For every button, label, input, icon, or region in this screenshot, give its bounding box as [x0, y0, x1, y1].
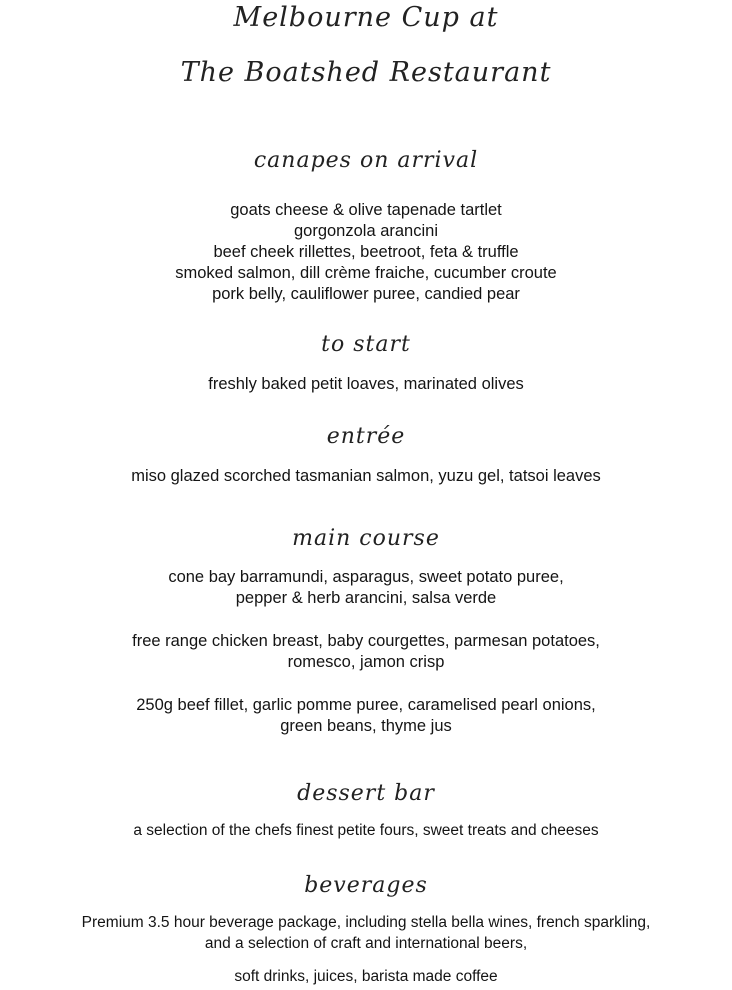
dessert-bar-item: a selection of the chefs finest petite fours, sweet treats and cheeses [133, 822, 599, 839]
menu-title-line-1: Melbourne Cup at [233, 2, 499, 33]
entree-item: miso glazed scorched tasmanian salmon, yuzu gel, tatsoi leaves [131, 467, 601, 485]
main-dish [0, 567, 732, 609]
entree-heading: entrée [326, 424, 406, 449]
canapes-list [0, 200, 732, 305]
to-start-item: freshly baked petit loaves, marinated olives [208, 375, 524, 393]
main-course-heading: main course [292, 526, 440, 551]
canape-item: goats cheese & olive tapenade tartlet [230, 201, 502, 219]
canape-item: gorgonzola arancini [293, 222, 438, 240]
dessert-bar-heading: dessert bar [297, 781, 435, 806]
canapes-heading: canapes on arrival [253, 148, 479, 173]
main-dish-line: pepper & herb arancini, salsa verde [235, 589, 497, 607]
canape-item: beef cheek rillettes, beetroot, feta & truffle [213, 243, 519, 261]
main-dish [0, 695, 732, 737]
beverages-extras: soft drinks, juices, barista made coffee [234, 968, 498, 985]
to-start-heading: to start [321, 332, 411, 357]
main-dish-line: green beans, thyme jus [280, 717, 452, 735]
menu-title-line-2: The Boatshed Restaurant [180, 57, 552, 88]
canape-item: smoked salmon, dill crème fraiche, cucumber croute [175, 264, 557, 282]
main-dish-line: romesco, jamon crisp [287, 653, 445, 671]
beverages-line: Premium 3.5 hour beverage package, including stella bella wines, french sparkling, [81, 914, 651, 931]
main-dish-line: free range chicken breast, baby courgettes, parmesan potatoes, [132, 632, 600, 650]
main-dish-line: 250g beef fillet, garlic pomme puree, caramelised pearl onions, [136, 696, 596, 714]
beverages-heading: beverages [304, 873, 428, 898]
canape-item: pork belly, cauliflower puree, candied pear [212, 285, 520, 303]
main-dish [0, 631, 732, 673]
beverages-package [0, 912, 732, 954]
main-dish-line: cone bay barramundi, asparagus, sweet potato puree, [168, 568, 564, 586]
beverages-line: and a selection of craft and international beers, [204, 935, 528, 952]
